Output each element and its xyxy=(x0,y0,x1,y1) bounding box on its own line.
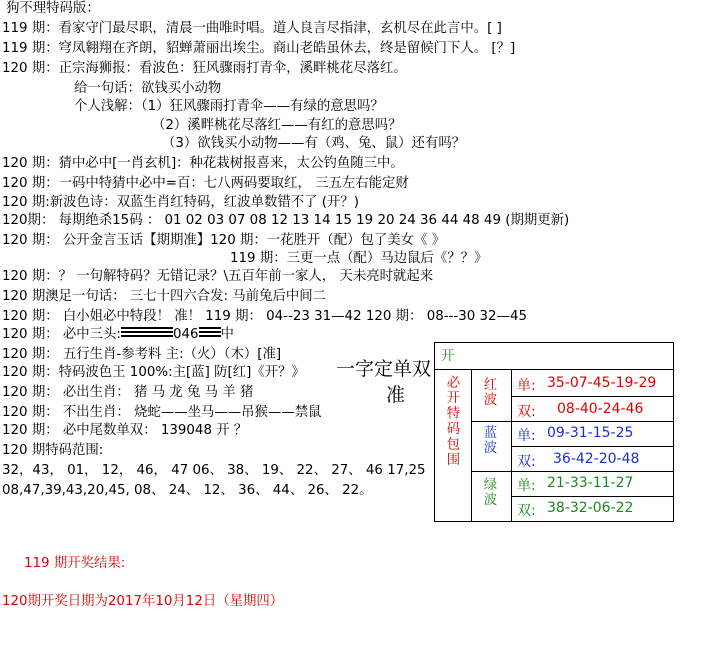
divider xyxy=(511,369,512,521)
blue-dan-values: 09-31-15-25 xyxy=(547,425,634,441)
line-120-a: 120 期：正宗海狮报：看波色：狂风骤雨打青伞，溪畔桃花尽落红。 xyxy=(2,61,407,76)
divider xyxy=(511,496,673,497)
red-shuang-values: 08-40-24-46 xyxy=(557,401,644,417)
red-wave-label: 红波 xyxy=(481,377,496,408)
line-geren-3: （3）欲钱买小动物——有（鸡、兔、鼠）还有吗？ xyxy=(162,136,466,151)
line-wuxing: 120 期： 五行生肖-参考料 主:（火）（木）[准] xyxy=(2,347,282,362)
line-xinbo: 120 期:新波色诗：双蓝生肖红特码，红波单数错不了 (开？) xyxy=(2,195,360,210)
red-dan-label: 单: xyxy=(517,378,536,394)
blue-shuang-values: 36-42-20-48 xyxy=(553,451,640,467)
line-yima: 120 期：一码中特猜中必中=百：七八两码要取红， 三五左右能定财 xyxy=(2,176,409,191)
line-buchu: 120 期： 不出生肖： 烧蛇——坐马——吊猴——禁鼠 xyxy=(2,405,322,420)
line-bichu: 120 期： 必出生肖： 猪 马 龙 兔 马 羊 猪 xyxy=(2,385,254,400)
green-shuang-label: 双: xyxy=(517,503,536,519)
divider xyxy=(511,446,673,447)
line-119-b: 119 期：穹凤翱翔在齐朗，貂蝉萧丽出埃尘。商山老皓虽休去，终是留候门下人。 [？] xyxy=(2,41,516,56)
table-header-kai: 开 xyxy=(441,349,455,364)
line-caizhong: 120 期：猜中必中[一肖玄机]：种花栽树报喜来，太公钓鱼随三中。 xyxy=(2,156,404,171)
line-geren-2: （2）溪畔桃花尽落红——有红的意思吗？ xyxy=(152,118,402,133)
blue-dan-label: 单: xyxy=(517,428,536,444)
header-title: 狗不理特码版： xyxy=(6,1,100,16)
blue-wave-label: 蓝波 xyxy=(481,425,496,456)
line-tema: 120 期：特码波色王 100%:主[蓝] 防[红]《开？》 xyxy=(2,365,305,380)
overlay-text-2: 准 xyxy=(386,384,406,406)
bars-decoration-2 xyxy=(199,327,221,339)
green-shuang-values: 38-32-06-22 xyxy=(547,500,634,516)
red-shuang-label: 双: xyxy=(517,404,536,420)
kaijiang-date: 120期开奖日期为2017年10月12日（星期四） xyxy=(2,594,284,609)
green-wave-label: 绿波 xyxy=(481,477,496,508)
line-fanwei-2: 08,47,39,43,20,45, 08、 24、 12、 36、 44、 26、 22。 xyxy=(2,483,373,498)
bizhong-label: 120 期： 必中三头: xyxy=(2,327,121,342)
line-119-a: 119 期：看家守门最尽职，清晨一曲唯时唱。道人良言尽指津，玄机尽在此言中。[ ] xyxy=(2,21,502,36)
line-fanwei-title: 120 期特码范围: xyxy=(2,443,104,458)
red-dan-values: 35-07-45-19-29 xyxy=(547,375,657,391)
bizhong-number: 046 xyxy=(172,327,199,342)
bizhong-suffix: 中 xyxy=(220,327,234,342)
divider xyxy=(471,471,673,472)
overlay-text: 一字定单双 xyxy=(336,358,432,380)
divider xyxy=(511,396,673,397)
bikai-label: 必开特码包围 xyxy=(444,375,459,468)
kaijiang-result: 119 期开奖结果: xyxy=(24,556,126,571)
color-wave-table xyxy=(434,342,674,522)
divider xyxy=(471,421,673,422)
line-geren: 个人浅解：（1）狂风骤雨打青伞——有绿的意思吗？ xyxy=(74,99,384,114)
line-baixiaojie: 120 期： 白小姐必中特段！ 准！ 119 期： 04--23 31—42 120 期： 08---30 32—45 xyxy=(2,309,527,324)
divider xyxy=(471,369,472,521)
blue-shuang-label: 双: xyxy=(517,454,536,470)
line-gongkai-b: 119 期：三更一点（配）马边鼠后《？？》 xyxy=(230,251,488,266)
line-meiqi: 120期： 每期绝杀15码 ： 01 02 03 07 08 12 13 14 15 19 20 24 36 44 48 49 (期期更新) xyxy=(2,213,570,228)
line-aozu: 120 期澳足一句话： 三七十四六合发: 马前兔后中间二 xyxy=(2,289,327,304)
line-yiju: 120 期：？ 一句解特码？无错记录？\五百年前一家人， 天未亮时就起来 xyxy=(2,269,434,284)
line-gei: 给一句话：欲钱买小动物 xyxy=(74,81,222,96)
line-weishu: 120 期： 必中尾数单双： 139048 开 ？ xyxy=(2,423,248,438)
line-bizhong xyxy=(2,326,234,343)
bars-decoration xyxy=(121,327,173,339)
line-fanwei-1: 32，43， 01， 12， 46， 47 06、 38、 19、 22、 27、 46 17,25 xyxy=(2,463,426,478)
green-dan-label: 单: xyxy=(517,478,536,494)
green-dan-values: 21-33-11-27 xyxy=(547,475,634,491)
line-gongkai-a: 120 期： 公开金言玉话【期期准】120 期：一花胜开（配）包了美女《 》 xyxy=(2,233,446,248)
